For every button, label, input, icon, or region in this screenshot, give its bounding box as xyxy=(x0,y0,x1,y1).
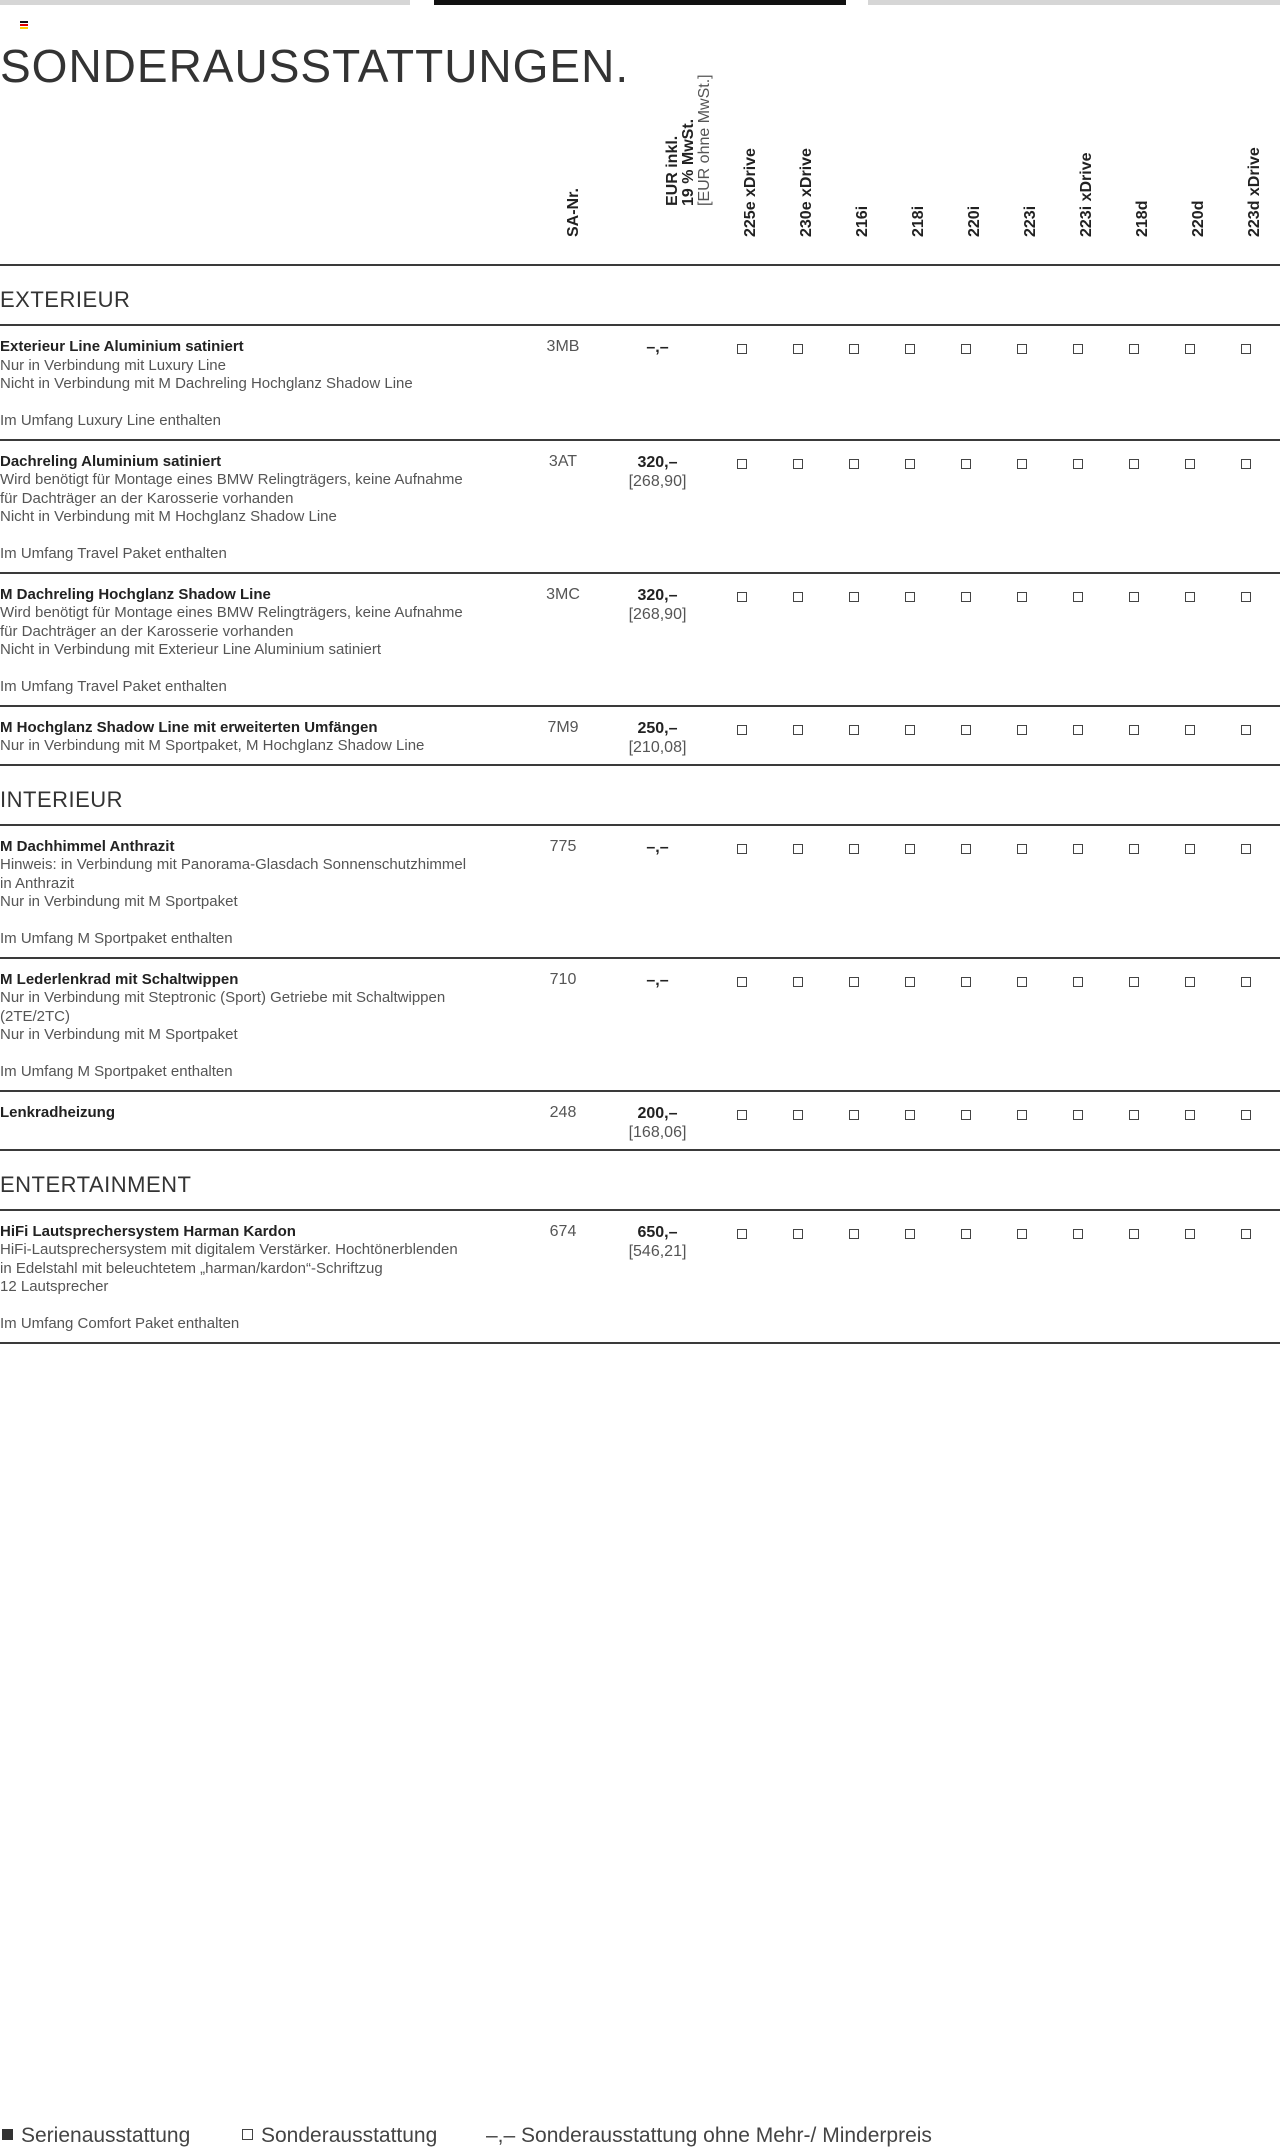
optional-equipment-square-icon xyxy=(793,459,803,469)
legend-optional xyxy=(242,2124,437,2148)
item-package-note: Im Umfang Luxury Line enthalten xyxy=(0,411,221,429)
optional-equipment-square-icon xyxy=(961,1229,971,1239)
optional-equipment-square-icon xyxy=(1129,725,1139,735)
optional-equipment-square-icon xyxy=(1073,977,1083,987)
page-title: SONDERAUSSTATTUNGEN. xyxy=(0,40,630,92)
german-flag-icon xyxy=(20,21,28,28)
item-name: M Lederlenkrad mit Schaltwippen xyxy=(0,970,239,988)
table-row xyxy=(0,574,1280,707)
item-price-net: [268,90] xyxy=(628,472,687,490)
item-price-gross: –,– xyxy=(646,339,669,356)
optional-equipment-square-icon xyxy=(1129,592,1139,602)
optional-equipment-square-icon xyxy=(793,344,803,354)
price-header-line: EUR inkl. xyxy=(664,135,681,206)
item-price xyxy=(610,453,705,491)
item-package-note: Im Umfang Comfort Paket enthalten xyxy=(0,1314,240,1332)
filled-square-icon xyxy=(2,2129,13,2140)
item-description xyxy=(0,338,500,430)
optional-equipment-square-icon xyxy=(737,1229,747,1239)
optional-equipment-square-icon xyxy=(1073,1110,1083,1120)
item-detail-line: HiFi-Lautsprechersystem mit digitalem Verstärker. Hochtönerblenden xyxy=(0,1241,458,1258)
item-detail-line: Nur in Verbindung mit Steptronic (Sport) Getriebe mit Schaltwippen xyxy=(0,989,446,1006)
optional-equipment-square-icon xyxy=(961,725,971,735)
optional-equipment-square-icon xyxy=(1017,344,1027,354)
item-price xyxy=(610,338,705,357)
price-header-net-line: [EUR ohne MwSt.] xyxy=(696,74,713,206)
optional-equipment-square-icon xyxy=(1185,592,1195,602)
item-price-gross: –,– xyxy=(646,838,669,856)
optional-equipment-square-icon xyxy=(961,344,971,354)
optional-equipment-square-icon xyxy=(905,592,915,602)
optional-equipment-square-icon xyxy=(1129,344,1139,354)
progress-segment[interactable] xyxy=(868,0,1280,5)
column-header-model xyxy=(951,108,981,254)
item-description xyxy=(0,1104,500,1123)
legend-standard xyxy=(2,2124,190,2148)
spacer xyxy=(0,660,500,678)
optional-equipment-square-icon xyxy=(1185,344,1195,354)
item-detail-line: Wird benötigt für Montage eines BMW Relingträgers, keine Aufnahme xyxy=(0,604,463,621)
optional-equipment-square-icon xyxy=(905,977,915,987)
item-sa-number: 3AT xyxy=(548,452,578,470)
optional-equipment-square-icon xyxy=(961,592,971,602)
item-package-note: Im Umfang M Sportpaket enthalten xyxy=(0,929,233,947)
optional-equipment-square-icon xyxy=(1185,844,1195,854)
optional-equipment-square-icon xyxy=(1129,844,1139,854)
optional-equipment-square-icon xyxy=(1073,459,1083,469)
optional-equipment-square-icon xyxy=(1017,459,1027,469)
column-header-model-label: 220i xyxy=(966,205,983,237)
optional-equipment-square-icon xyxy=(1185,977,1195,987)
item-detail-line: in Edelstahl mit beleuchtetem „harman/kardon“-Schriftzug xyxy=(0,1259,383,1277)
optional-equipment-square-icon xyxy=(1241,592,1251,602)
column-header-model xyxy=(727,108,757,254)
optional-equipment-square-icon xyxy=(961,977,971,987)
table-row xyxy=(0,441,1280,574)
optional-equipment-square-icon xyxy=(793,1110,803,1120)
spacer xyxy=(0,912,500,930)
optional-equipment-square-icon xyxy=(1073,1229,1083,1239)
optional-equipment-square-icon xyxy=(1017,977,1027,987)
spacer xyxy=(0,527,500,545)
optional-equipment-square-icon xyxy=(1185,725,1195,735)
optional-equipment-square-icon xyxy=(737,844,747,854)
optional-equipment-square-icon xyxy=(849,844,859,854)
legend-no-price-label: –,– Sonderausstattung ohne Mehr-/ Minderpreis xyxy=(486,2124,932,2147)
optional-equipment-square-icon xyxy=(1129,459,1139,469)
item-sa-number: 3MB xyxy=(546,338,580,355)
item-price xyxy=(610,719,705,757)
optional-equipment-square-icon xyxy=(1241,844,1251,854)
optional-equipment-square-icon xyxy=(1129,1110,1139,1120)
item-name: Exterieur Line Aluminium satiniert xyxy=(0,338,244,355)
price-header-line: 19 % MwSt. xyxy=(680,118,697,206)
column-header-model xyxy=(783,108,813,254)
optional-equipment-square-icon xyxy=(1017,725,1027,735)
item-price-gross: 320,– xyxy=(637,453,678,471)
section-header xyxy=(0,766,1280,826)
item-price-gross: –,– xyxy=(646,971,669,989)
optional-equipment-square-icon xyxy=(849,592,859,602)
optional-equipment-square-icon xyxy=(1185,1229,1195,1239)
item-detail-line: Nicht in Verbindung mit Exterieur Line Aluminium satiniert xyxy=(0,641,382,658)
item-price xyxy=(610,1104,705,1142)
optional-equipment-square-icon xyxy=(1241,725,1251,735)
item-description xyxy=(0,1223,500,1334)
optional-equipment-square-icon xyxy=(961,459,971,469)
column-header-price xyxy=(640,74,713,254)
optional-equipment-square-icon xyxy=(1073,592,1083,602)
item-package-note: Im Umfang M Sportpaket enthalten xyxy=(0,1062,233,1080)
item-detail-line: Nicht in Verbindung mit M Hochglanz Shadow Line xyxy=(0,508,337,525)
item-detail-line: Wird benötigt für Montage eines BMW Relingträgers, keine Aufnahme xyxy=(0,471,463,488)
optional-equipment-square-icon xyxy=(793,592,803,602)
column-header-model-label: 218i xyxy=(910,205,927,237)
item-package-note: Im Umfang Travel Paket enthalten xyxy=(0,677,227,695)
page-progress-indicator xyxy=(0,0,1280,6)
item-sa-number: 674 xyxy=(549,1222,577,1240)
column-header-model-label: 223d xDrive xyxy=(1246,147,1263,237)
table-row xyxy=(0,1211,1280,1344)
column-header-model-label: 216i xyxy=(854,205,871,237)
column-header-model-label: 223i xyxy=(1022,205,1039,237)
column-header-model-label: 220d xyxy=(1190,200,1207,237)
optional-equipment-square-icon xyxy=(1073,844,1083,854)
optional-equipment-square-icon xyxy=(849,344,859,354)
item-price-gross: 250,– xyxy=(637,719,678,737)
optional-equipment-square-icon xyxy=(1241,459,1251,469)
column-header-sa-nr xyxy=(550,108,580,254)
optional-equipment-square-icon xyxy=(1241,1110,1251,1120)
item-price-net: [268,90] xyxy=(628,605,687,623)
item-price-gross: 650,– xyxy=(637,1223,678,1241)
item-detail-line: (2TE/2TC) xyxy=(0,1007,71,1025)
optional-equipment-square-icon xyxy=(1129,977,1139,987)
legend-optional-label: Sonderausstattung xyxy=(261,2124,438,2147)
table-row xyxy=(0,959,1280,1092)
optional-equipment-square-icon xyxy=(905,459,915,469)
column-header-model xyxy=(1175,108,1205,254)
spacer xyxy=(0,1297,500,1315)
item-name: Dachreling Aluminium satiniert xyxy=(0,452,222,470)
optional-equipment-square-icon xyxy=(849,1229,859,1239)
item-price-net: [168,06] xyxy=(628,1123,687,1141)
item-package-note: Im Umfang Travel Paket enthalten xyxy=(0,544,227,562)
optional-equipment-square-icon xyxy=(1241,344,1251,354)
item-sa-number: 7M9 xyxy=(547,718,579,736)
item-name: Lenkradheizung xyxy=(0,1103,116,1121)
item-sa-number: 775 xyxy=(549,837,577,855)
optional-equipment-square-icon xyxy=(737,1110,747,1120)
section-label: EXTERIEUR xyxy=(0,287,131,312)
item-description xyxy=(0,838,500,949)
item-price-net: [546,21] xyxy=(628,1242,687,1260)
optional-equipment-square-icon xyxy=(1241,977,1251,987)
optional-equipment-square-icon xyxy=(849,725,859,735)
optional-equipment-square-icon xyxy=(737,344,747,354)
section-header xyxy=(0,1151,1280,1211)
table-row xyxy=(0,707,1280,766)
column-header-model-label: 230e xDrive xyxy=(798,148,815,237)
table-row xyxy=(0,326,1280,441)
item-price xyxy=(610,586,705,624)
spacer xyxy=(0,1045,500,1063)
column-header-price-label xyxy=(665,74,713,206)
item-detail-line: 12 Lautsprecher xyxy=(0,1278,109,1295)
table-row xyxy=(0,1092,1280,1151)
equipment-table xyxy=(0,74,1280,1344)
legend-standard-label: Serienausstattung xyxy=(21,2124,191,2147)
item-detail-line: Nur in Verbindung mit M Sportpaket xyxy=(0,893,238,910)
item-sa-number: 248 xyxy=(549,1103,577,1121)
optional-equipment-square-icon xyxy=(961,1110,971,1120)
optional-equipment-square-icon xyxy=(1241,1229,1251,1239)
column-header-sa-nr-label: SA-Nr. xyxy=(565,188,582,237)
item-price-gross: 320,– xyxy=(637,586,678,604)
section-label: INTERIEUR xyxy=(0,786,124,812)
item-detail-line: für Dachträger an der Karosserie vorhanden xyxy=(0,489,294,507)
optional-equipment-square-icon xyxy=(961,844,971,854)
optional-equipment-square-icon xyxy=(905,1229,915,1239)
optional-equipment-square-icon xyxy=(849,1110,859,1120)
optional-equipment-square-icon xyxy=(737,977,747,987)
column-header-model xyxy=(1231,108,1261,254)
optional-equipment-square-icon xyxy=(793,1229,803,1239)
progress-segment[interactable] xyxy=(0,0,410,5)
optional-equipment-square-icon xyxy=(737,725,747,735)
optional-equipment-square-icon xyxy=(905,844,915,854)
optional-equipment-square-icon xyxy=(1017,1229,1027,1239)
table-header-row xyxy=(0,74,1280,266)
item-price xyxy=(610,971,705,990)
item-description xyxy=(0,719,500,756)
item-description xyxy=(0,971,500,1082)
item-detail-line: Nur in Verbindung mit M Sportpaket xyxy=(0,1026,238,1043)
item-detail-line: Nur in Verbindung mit Luxury Line xyxy=(0,356,226,374)
optional-equipment-square-icon xyxy=(793,977,803,987)
item-price-gross: 200,– xyxy=(637,1104,678,1122)
column-header-model-label: 218d xyxy=(1134,200,1151,237)
optional-equipment-square-icon xyxy=(737,459,747,469)
item-detail-line: Hinweis: in Verbindung mit Panorama-Glasdach Sonnenschutzhimmel xyxy=(0,856,467,873)
optional-equipment-square-icon xyxy=(1185,459,1195,469)
item-price xyxy=(610,838,705,857)
optional-equipment-square-icon xyxy=(1017,844,1027,854)
column-header-model xyxy=(1063,108,1093,254)
optional-equipment-square-icon xyxy=(793,844,803,854)
item-description xyxy=(0,453,500,564)
optional-equipment-square-icon xyxy=(849,459,859,469)
optional-equipment-square-icon xyxy=(849,977,859,987)
item-name: HiFi Lautsprechersystem Harman Kardon xyxy=(0,1222,296,1240)
optional-equipment-square-icon xyxy=(793,725,803,735)
column-header-model xyxy=(839,108,869,254)
optional-equipment-square-icon xyxy=(1129,1229,1139,1239)
optional-equipment-square-icon xyxy=(1073,344,1083,354)
item-detail-line: in Anthrazit xyxy=(0,874,75,892)
item-name: M Dachreling Hochglanz Shadow Line xyxy=(0,585,271,603)
item-sa-number: 710 xyxy=(549,970,577,988)
optional-equipment-square-icon xyxy=(1073,725,1083,735)
item-detail-line: Nur in Verbindung mit M Sportpaket, M Hochglanz Shadow Line xyxy=(0,737,425,754)
item-name: M Dachhimmel Anthrazit xyxy=(0,837,175,855)
column-header-model xyxy=(895,108,925,254)
optional-equipment-square-icon xyxy=(737,592,747,602)
table-row xyxy=(0,826,1280,959)
item-price xyxy=(610,1223,705,1261)
item-detail-line: für Dachträger an der Karosserie vorhanden xyxy=(0,622,294,640)
section-label: ENTERTAINMENT xyxy=(0,1171,192,1197)
progress-segment-active[interactable] xyxy=(434,0,846,5)
column-header-model xyxy=(1119,108,1149,254)
item-name: M Hochglanz Shadow Line mit erweiterten Umfängen xyxy=(0,718,378,736)
item-sa-number: 3MC xyxy=(546,585,580,603)
empty-square-icon xyxy=(242,2129,253,2140)
item-price-net: [210,08] xyxy=(628,738,687,756)
column-header-model-label: 223i xDrive xyxy=(1078,152,1095,237)
optional-equipment-square-icon xyxy=(1017,592,1027,602)
column-header-model xyxy=(1007,108,1037,254)
optional-equipment-square-icon xyxy=(1017,1110,1027,1120)
column-header-model-label: 225e xDrive xyxy=(742,148,759,237)
spacer xyxy=(0,394,500,412)
optional-equipment-square-icon xyxy=(1185,1110,1195,1120)
section-header xyxy=(0,266,1280,326)
optional-equipment-square-icon xyxy=(905,344,915,354)
legend-no-price xyxy=(486,2124,932,2148)
optional-equipment-square-icon xyxy=(905,1110,915,1120)
item-detail-line: Nicht in Verbindung mit M Dachreling Hochglanz Shadow Line xyxy=(0,375,413,392)
item-description xyxy=(0,586,500,697)
optional-equipment-square-icon xyxy=(905,725,915,735)
